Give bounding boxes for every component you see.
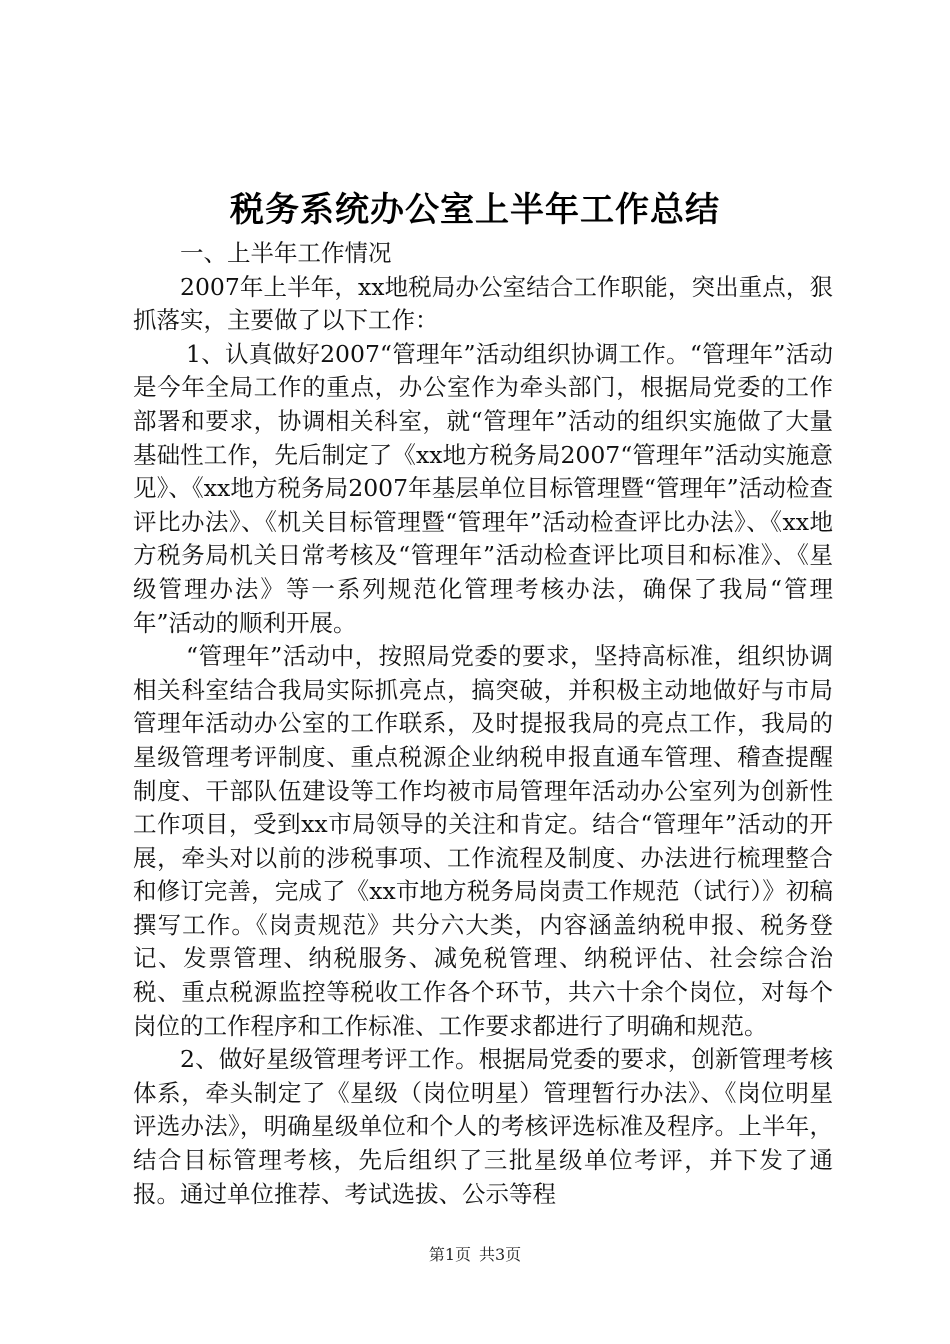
paragraph-intro: 2007年上半年，xx地税局办公室结合工作职能，突出重点，狠抓落实，主要做了以下工作： [133, 272, 833, 335]
page-number: 第1页 [428, 1245, 471, 1264]
page-total: 共3页 [479, 1245, 522, 1264]
paragraph-item-1: 1、认真做好2007“管理年”活动组织协调工作。“管理年”活动是今年全局工作的重点，办公室作为牵头部门，根据局党委的工作部署和要求，协调相关科室，就“管理年”活动的组织实施做了大量基础性工作，先后制定了《xx地方税务局2007“管理年”活动实施意见》、《xx地方税务局2007年基层单位目标管理暨“管理年”活动检查评比办法》、《机关目标管理暨“管理年”活动检查评比办法》、《xx地方税务局机关日常考核及“管理年”活动检查评比项目和标准》、《星级管理办法》等一系列规范化管理考核办法，确保了我局“管理年”活动的顺利开展。 [133, 339, 833, 637]
section-heading: 一、上半年工作情况 [180, 239, 392, 267]
document-body [133, 237, 833, 1211]
paragraph-item-2: 2、做好星级管理考评工作。根据局党委的要求，创新管理考核体系，牵头制定了《星级（岗位明星）管理暂行办法》、《岗位明星评选办法》，明确星级单位和个人的考核评选标准及程序。上半年，结合目标管理考核，先后组织了三批星级单位考评，并下发了通报。通过单位推荐、考试选拔、公示等程 [133, 1045, 833, 1208]
paragraph-management-year: “管理年”活动中，按照局党委的要求，坚持高标准，组织协调相关科室结合我局实际抓亮点，搞突破，并积极主动地做好与市局管理年活动办公室的工作联系，及时提报我局的亮点工作，我局的星级管理考评制度、重点税源企业纳税申报直通车管理、稽查提醒制度、干部队伍建设等工作均被市局管理年活动办公室列为创新性工作项目，受到xx市局领导的关注和肯定。结合“管理年”活动的开展，牵头对以前的涉税事项、工作流程及制度、办法进行梳理整合和修订完善，完成了《xx市地方税务局岗责工作规范（试行）》初稿撰写工作。《岗责规范》共分六大类，内容涵盖纳税申报、税务登记、发票管理、纳税服务、减免税管理、纳税评估、社会综合治税、重点税源监控等税收工作各个环节，共六十余个岗位，对每个岗位的工作程序和工作标准、工作要求都进行了明确和规范。 [133, 642, 833, 1040]
document-title: 税务系统办公室上半年工作总结 [230, 190, 720, 230]
page-footer [0, 1244, 950, 1266]
